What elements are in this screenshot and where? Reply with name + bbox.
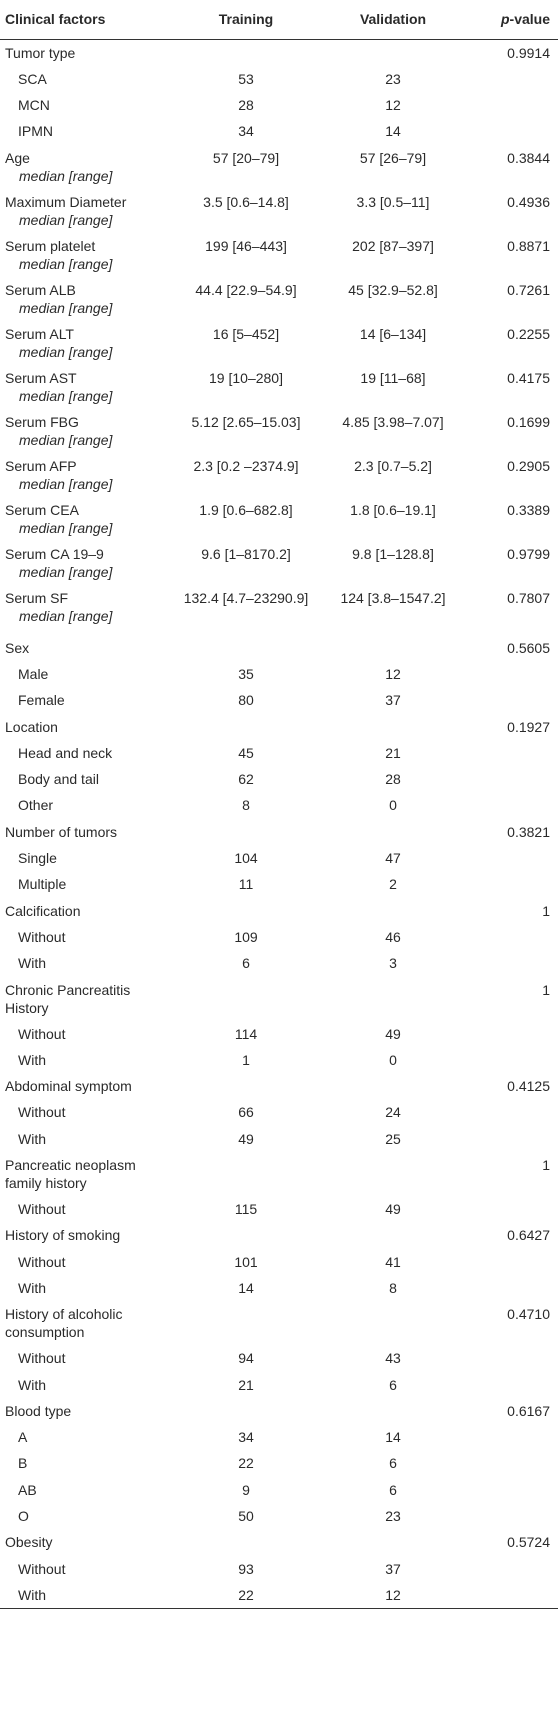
- validation-value: 0: [389, 797, 397, 814]
- training-value: 2.3 [0.2 –2374.9]: [193, 457, 299, 474]
- validation-value: 21: [385, 744, 401, 761]
- factor-label: Serum FBG: [5, 413, 79, 430]
- validation-value: 12: [385, 97, 401, 114]
- validation-value: 23: [385, 1508, 401, 1524]
- training-value: 53: [238, 70, 254, 87]
- table-row: [0, 898, 558, 924]
- subgroup-label: A: [18, 1429, 28, 1446]
- subgroup-label: SCA: [18, 70, 47, 87]
- validation-value: 37: [385, 1560, 401, 1577]
- validation-value: 1.8 [0.6–19.1]: [350, 501, 436, 518]
- validation-value: 45 [32.9–52.8]: [348, 281, 438, 298]
- table-row: [0, 145, 558, 189]
- training-value: 101: [234, 1253, 258, 1270]
- factor-label: Serum ALT: [5, 325, 74, 342]
- table-row: [0, 1196, 558, 1222]
- p-value: 0.9799: [507, 545, 550, 562]
- training-value: 19 [10–280]: [209, 369, 283, 386]
- subgroup-label: Multiple: [18, 876, 67, 893]
- p-value: 0.5724: [507, 1534, 550, 1551]
- table-row: [0, 1450, 558, 1476]
- table-row: [0, 40, 558, 66]
- header-p-letter: p: [500, 11, 510, 27]
- subgroup-label: With: [18, 1279, 46, 1296]
- factor-label: Serum SF: [5, 589, 69, 606]
- table-row: [0, 66, 558, 92]
- validation-value: 24: [385, 1104, 401, 1121]
- table-row: [0, 977, 558, 1021]
- median-range-label: median [range]: [19, 211, 113, 228]
- p-value: 0.1699: [507, 413, 550, 430]
- validation-value: 14 [6–134]: [359, 325, 427, 342]
- validation-value: 47: [385, 850, 401, 867]
- factor-label: Serum CA 19–9: [5, 545, 104, 562]
- training-value: 50: [238, 1508, 254, 1524]
- factor-label: Serum ALB: [5, 281, 76, 298]
- table-row: [0, 1126, 558, 1152]
- subgroup-label: Male: [18, 665, 49, 682]
- validation-value: 49: [385, 1025, 401, 1042]
- table-row: [0, 1073, 558, 1099]
- header-p-value: [468, 0, 558, 40]
- table-row: [0, 740, 558, 766]
- factor-label: Chronic Pancreatitis History: [5, 981, 131, 1016]
- validation-value: 3: [389, 955, 397, 972]
- validation-value: 3.3 [0.5–11]: [356, 193, 430, 210]
- p-value: 0.7807: [507, 589, 550, 606]
- p-value: 0.3821: [507, 823, 550, 840]
- table-row: [0, 92, 558, 118]
- validation-value: 2: [389, 876, 397, 893]
- training-value: 104: [234, 850, 258, 867]
- table-row: [0, 1152, 558, 1196]
- factor-label: Blood type: [5, 1402, 72, 1419]
- table-row: [0, 845, 558, 871]
- training-value: 109: [234, 928, 258, 945]
- table-row: [0, 1398, 558, 1424]
- subgroup-label: Without: [18, 1560, 66, 1577]
- header-row: [0, 0, 558, 40]
- subgroup-label: Without: [18, 1253, 66, 1270]
- training-value: 35: [238, 665, 254, 682]
- table-row: [0, 1249, 558, 1275]
- validation-value: 25: [385, 1130, 401, 1147]
- p-value: 0.8871: [507, 237, 550, 254]
- table-row: [0, 277, 558, 321]
- table-row: [0, 1477, 558, 1503]
- header-clinical-factors: Clinical factors: [0, 0, 174, 40]
- validation-value: 23: [385, 70, 401, 87]
- median-range-label: median [range]: [19, 299, 113, 316]
- table-row: [0, 635, 558, 661]
- table-row: [0, 1222, 558, 1248]
- p-value: 0.7261: [507, 281, 550, 298]
- validation-value: 12: [318, 1582, 468, 1608]
- training-value: 8: [242, 797, 250, 814]
- table-row: [0, 118, 558, 144]
- training-value: 28: [238, 97, 254, 114]
- subgroup-label: With: [18, 1130, 46, 1147]
- training-value: 93: [238, 1560, 254, 1577]
- factor-label: History of smoking: [5, 1227, 121, 1244]
- factor-label: Age: [5, 149, 30, 166]
- p-value: 0.1927: [507, 718, 550, 735]
- factor-label: Tumor type: [5, 45, 76, 61]
- subgroup-label: Body and tail: [18, 771, 99, 788]
- p-value: 0.4175: [507, 369, 550, 386]
- subgroup-label: O: [18, 1508, 29, 1524]
- training-value: 199 [46–443]: [205, 237, 287, 254]
- median-range-label: median [range]: [19, 519, 113, 536]
- subgroup-label: With: [0, 1582, 174, 1608]
- median-range-label: median [range]: [19, 387, 113, 404]
- table-row: [0, 1424, 558, 1450]
- table-row: [0, 871, 558, 897]
- training-value: 3.5 [0.6–14.8]: [203, 193, 289, 210]
- training-value: 22: [174, 1582, 318, 1608]
- validation-value: 6: [389, 1376, 397, 1393]
- median-range-label: median [range]: [19, 343, 113, 360]
- subgroup-label: Without: [18, 1201, 66, 1218]
- p-value: 0.3389: [507, 501, 550, 518]
- training-value: 115: [234, 1201, 258, 1218]
- validation-value: 19 [11–68]: [360, 369, 426, 386]
- table-row: [0, 950, 558, 976]
- validation-value: 37: [385, 692, 401, 709]
- subgroup-label: Single: [18, 850, 57, 867]
- median-range-label: median [range]: [19, 255, 113, 272]
- table-row: [0, 1529, 558, 1555]
- training-value: 22: [238, 1455, 254, 1472]
- factor-label: Pancreatic neoplasm family history: [5, 1157, 136, 1192]
- validation-value: 2.3 [0.7–5.2]: [354, 457, 432, 474]
- subgroup-label: Without: [18, 1025, 66, 1042]
- p-value: 1: [542, 981, 550, 998]
- training-value: 6: [242, 955, 250, 972]
- factor-label: Serum platelet: [5, 237, 96, 254]
- table-row: [0, 321, 558, 365]
- validation-value: 14: [385, 123, 401, 140]
- table-row: [0, 1503, 558, 1529]
- median-range-label: median [range]: [19, 607, 113, 624]
- validation-value: 4.85 [3.98–7.07]: [342, 413, 444, 430]
- validation-value: 202 [87–397]: [352, 237, 434, 254]
- table-row: [0, 1345, 558, 1371]
- training-value: 114: [234, 1025, 258, 1042]
- table-row: [0, 924, 558, 950]
- subgroup-label: Without: [18, 1350, 66, 1367]
- table-row: [0, 819, 558, 845]
- training-value: 44.4 [22.9–54.9]: [195, 281, 297, 298]
- table-row: [0, 585, 558, 635]
- factor-label: Sex: [5, 639, 30, 656]
- factor-label: Number of tumors: [5, 823, 118, 840]
- table-row: [0, 1099, 558, 1125]
- validation-value: 43: [385, 1350, 401, 1367]
- table-row: [0, 453, 558, 497]
- table-row: [0, 541, 558, 585]
- subgroup-label: Without: [18, 1104, 66, 1121]
- training-value: 1: [242, 1051, 250, 1068]
- subgroup-label: Female: [18, 692, 65, 709]
- median-range-label: median [range]: [19, 431, 113, 448]
- validation-value: 12: [385, 665, 401, 682]
- factor-label: Serum AFP: [5, 457, 77, 474]
- training-value: 21: [238, 1376, 254, 1393]
- header-validation: Validation: [318, 0, 468, 40]
- table-row: [0, 687, 558, 713]
- p-value: 0.9914: [507, 45, 550, 61]
- median-range-label: median [range]: [19, 167, 113, 184]
- factor-label: Maximum Diameter: [5, 193, 127, 210]
- p-value: 0.2255: [507, 325, 550, 342]
- training-value: 34: [238, 123, 254, 140]
- p-value: 0.4710: [507, 1306, 550, 1323]
- factor-label: Serum CEA: [5, 501, 79, 518]
- validation-value: 14: [385, 1429, 401, 1446]
- training-value: 57 [20–79]: [212, 149, 280, 166]
- validation-value: 46: [385, 928, 401, 945]
- validation-value: 6: [389, 1455, 397, 1472]
- validation-value: 57 [26–79]: [359, 149, 427, 166]
- table-row: [0, 1556, 558, 1582]
- validation-value: 9.8 [1–128.8]: [352, 545, 434, 562]
- validation-value: 28: [385, 771, 401, 788]
- table-row: [0, 1021, 558, 1047]
- factor-label: Obesity: [5, 1534, 53, 1551]
- table-row: [0, 1047, 558, 1073]
- training-value: 14: [238, 1279, 254, 1296]
- training-value: 62: [238, 771, 254, 788]
- header-training: Training: [174, 0, 318, 40]
- subgroup-label: AB: [18, 1481, 37, 1498]
- table-row: [0, 365, 558, 409]
- table-row: [0, 661, 558, 687]
- p-value: 1: [542, 1157, 550, 1174]
- validation-value: 0: [389, 1051, 397, 1068]
- p-value: 0.5605: [507, 639, 550, 656]
- table-row: [0, 497, 558, 541]
- p-value: 0.2905: [507, 457, 550, 474]
- subgroup-label: B: [18, 1455, 28, 1472]
- training-value: 9.6 [1–8170.2]: [201, 545, 291, 562]
- median-range-label: median [range]: [19, 475, 113, 492]
- p-value: 0.3844: [507, 149, 550, 166]
- subgroup-label: IPMN: [18, 123, 53, 140]
- validation-value: 41: [385, 1253, 401, 1270]
- subgroup-label: Without: [18, 928, 66, 945]
- training-value: 94: [238, 1350, 254, 1367]
- training-value: 5.12 [2.65–15.03]: [191, 413, 301, 430]
- p-value: 0.6427: [507, 1227, 550, 1244]
- training-value: 80: [238, 692, 254, 709]
- factor-label: History of alcoholic consumption: [5, 1306, 123, 1341]
- factor-label: Abdominal symptom: [5, 1078, 132, 1095]
- factor-label: Location: [5, 718, 58, 735]
- table-row: [0, 409, 558, 453]
- table-row: [0, 1301, 558, 1345]
- table-row: [0, 233, 558, 277]
- training-value: 45: [238, 744, 254, 761]
- validation-value: 6: [389, 1481, 397, 1498]
- validation-value: 8: [389, 1279, 397, 1296]
- subgroup-label: Other: [18, 797, 54, 814]
- table-row: [0, 1582, 558, 1608]
- subgroup-label: MCN: [18, 97, 50, 114]
- p-value: 0.6167: [507, 1402, 550, 1419]
- training-value: 34: [238, 1429, 254, 1446]
- subgroup-label: With: [18, 1376, 46, 1393]
- validation-value: 124 [3.8–1547.2]: [340, 589, 446, 606]
- training-value: 11: [238, 876, 254, 893]
- training-value: 66: [238, 1104, 254, 1121]
- table-row: [0, 1372, 558, 1398]
- training-value: 132.4 [4.7–23290.9]: [183, 589, 309, 606]
- p-value: 0.4936: [507, 193, 550, 210]
- subgroup-label: Head and neck: [18, 744, 113, 761]
- table-row: [0, 714, 558, 740]
- training-value: 49: [238, 1130, 254, 1147]
- training-value: 1.9 [0.6–682.8]: [199, 501, 293, 518]
- table-row: [0, 792, 558, 818]
- factor-label: Calcification: [5, 902, 81, 919]
- table-row: [0, 1275, 558, 1301]
- p-value: 0.4125: [507, 1078, 550, 1095]
- training-value: 16 [5–452]: [212, 325, 280, 342]
- subgroup-label: With: [18, 1051, 46, 1068]
- training-value: 9: [242, 1481, 250, 1498]
- median-range-label: median [range]: [19, 563, 113, 580]
- table-row: [0, 766, 558, 792]
- validation-value: 49: [385, 1201, 401, 1218]
- header-p-suffix: -value: [509, 11, 550, 27]
- factor-label: Serum AST: [5, 369, 77, 386]
- table-row: [0, 189, 558, 233]
- p-value: 1: [542, 902, 550, 919]
- subgroup-label: With: [18, 955, 46, 972]
